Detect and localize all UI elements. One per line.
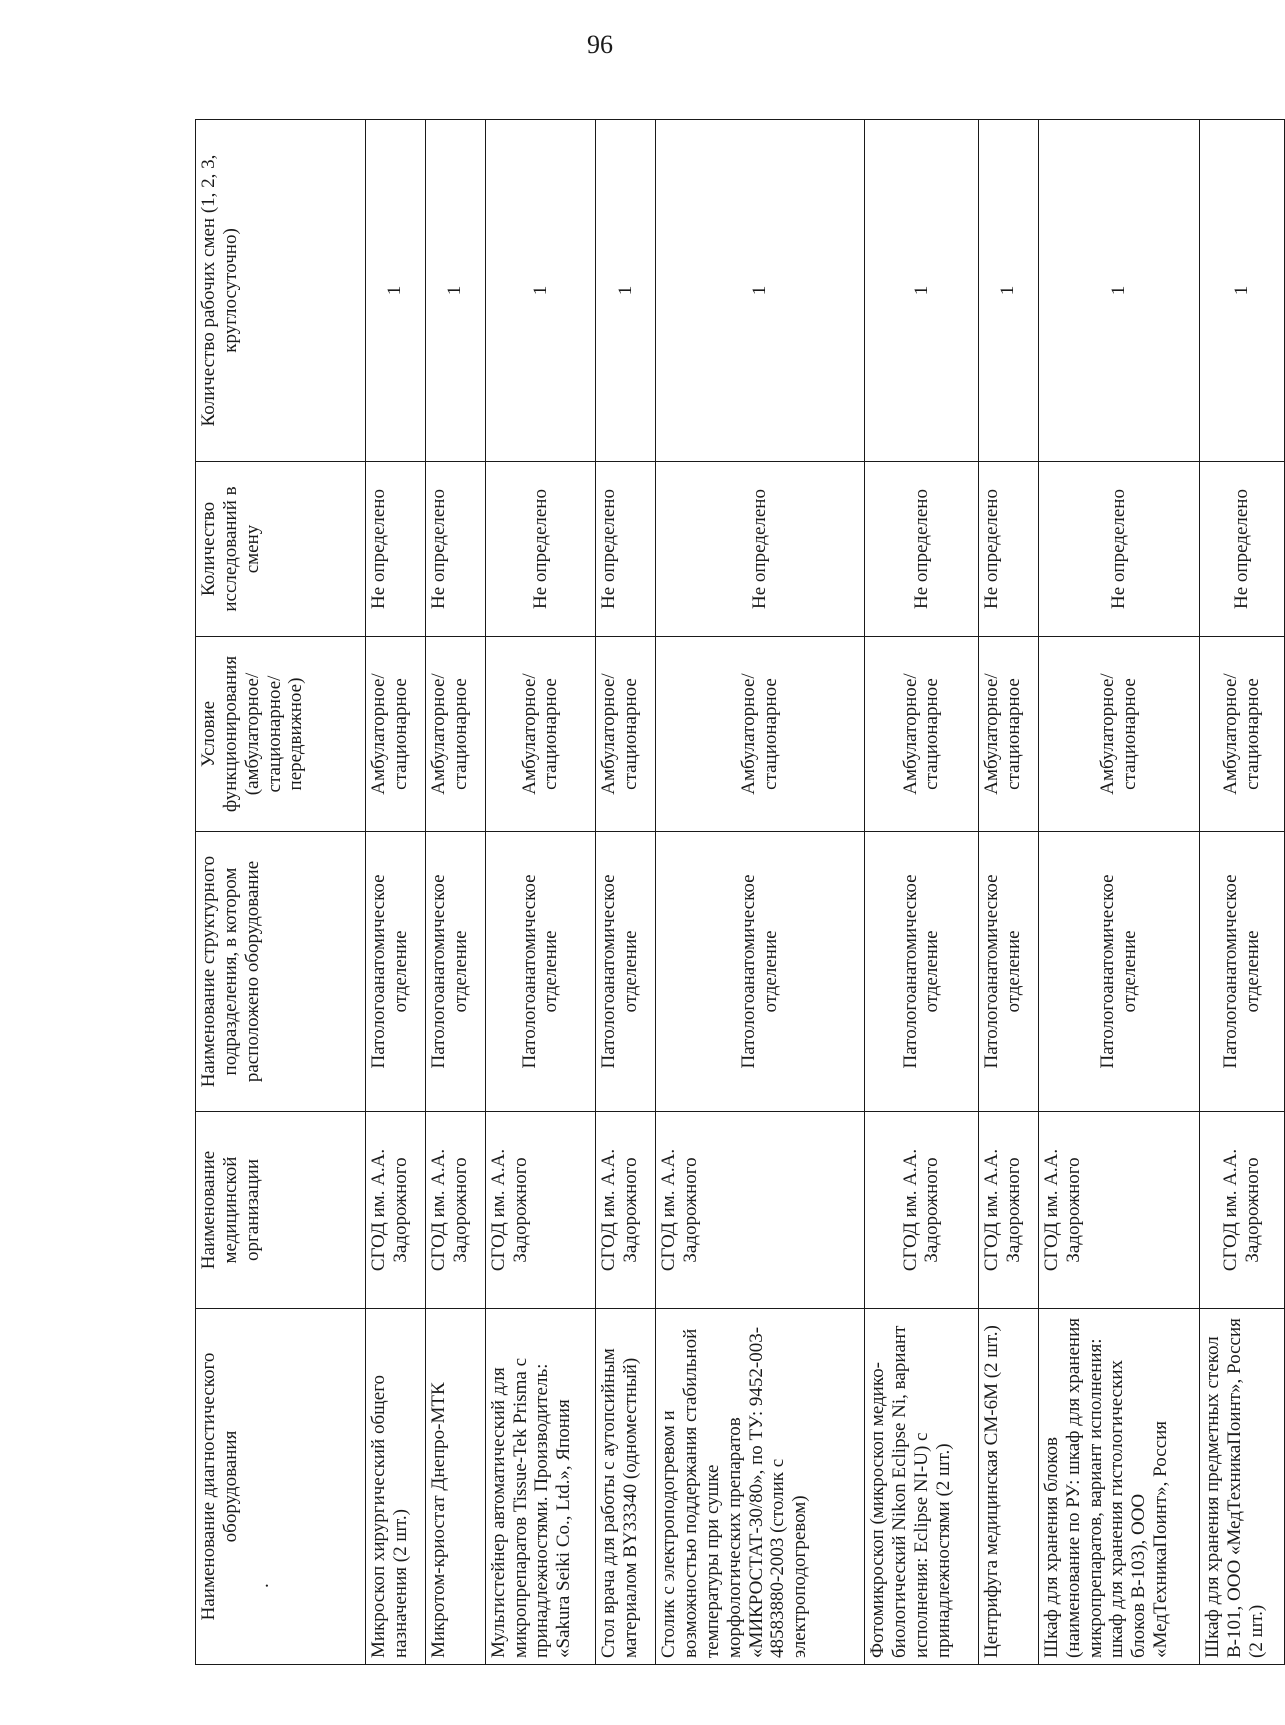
cell-condition: Амбулаторное/ стационарное [366, 637, 426, 832]
cell-organization: СГОД им. А.А. Задорожного [485, 1112, 596, 1309]
cell-condition: Амбулаторное/ стационарное [864, 637, 978, 832]
table-row [1200, 120, 1285, 1665]
cell-condition: Амбулаторное/ стационарное [1038, 637, 1199, 832]
rotated-table-container [195, 120, 1285, 1665]
cell-equipment: Мультистейнер автоматический для микропрепаратов Tissue-Tek Prisma с принадлежностями. Производитель: «Sakura Seiki Co., Ltd.», Япония [485, 1309, 596, 1665]
cell-equipment: Фотомикроскоп (микроскоп медико-биологический Nikon Eclipse Ni, вариант исполнения: Eclipse NI-U) с принадлежностями (2 шт.) [864, 1309, 978, 1665]
header-condition: Условие функционирования (амбулаторное/ стационарное/ передвижное) [196, 637, 366, 832]
cell-shifts: 1 [656, 120, 865, 462]
cell-organization: СГОД им. А.А. Задорожного [1038, 1112, 1199, 1309]
cell-organization: СГОД им. А.А. Задорожного [366, 1112, 426, 1309]
cell-department: Патологоанатомическое отделение [1038, 832, 1199, 1112]
page-number: 96 [587, 30, 613, 59]
cell-studies: Не определено [1038, 462, 1199, 637]
cell-shifts: 1 [485, 120, 596, 462]
header-equipment [196, 1309, 366, 1665]
header-department: Наименование структурного подразделения, в котором расположено оборудование [196, 832, 366, 1112]
cell-equipment: Столик с электроподогревом и возможностью поддержания стабильной температуры при сушке морфологических препаратов «МИКРОСТАТ-30/80», по ТУ: 9452-003-48583880-2003 (столик с электроподогревом) [656, 1309, 865, 1665]
cell-department: Патологоанатомическое отделение [366, 832, 426, 1112]
equipment-table [195, 119, 1285, 1665]
cell-department: Патологоанатомическое отделение [596, 832, 656, 1112]
cell-shifts: 1 [864, 120, 978, 462]
cell-department: Патологоанатомическое отделение [656, 832, 865, 1112]
cell-shifts: 1 [979, 120, 1039, 462]
cell-department: Патологоанатомическое отделение [485, 832, 596, 1112]
cell-equipment: Стол врача для работы с аутопсийным материалом BY33340 (одноместный) [596, 1309, 656, 1665]
cell-studies: Не определено [979, 462, 1039, 637]
cell-organization: СГОД им. А.А. Задорожного [425, 1112, 485, 1309]
cell-studies: Не определено [864, 462, 978, 637]
table-row [979, 120, 1039, 1665]
table-row [656, 120, 865, 1665]
cell-studies: Не определено [366, 462, 426, 637]
header-shifts: Количество рабочих смен (1, 2, 3, круглосуточно) [196, 120, 366, 462]
cell-condition: Амбулаторное/ стационарное [425, 637, 485, 832]
cell-equipment: Микроскоп хирургический общего назначения (2 шт.) [366, 1309, 426, 1665]
cell-equipment: Шкаф для хранения блоков (наименование по РУ: шкаф для хранения микропрепаратов, вариант исполнения: шкаф для хранения гистологических блоков B-103), ООО «МедТехникаПоинт», Россия [1038, 1309, 1199, 1665]
cell-condition: Амбулаторное/ стационарное [596, 637, 656, 832]
table-row [1038, 120, 1199, 1665]
cell-organization: СГОД им. А.А. Задорожного [596, 1112, 656, 1309]
cell-equipment: Шкаф для хранения предметных стекол B-101, ООО «МедТехникаПоинт», Россия (2 шт.) [1200, 1309, 1285, 1665]
cell-shifts: 1 [366, 120, 426, 462]
header-equipment-label: Наименование диагностического оборудования [198, 1352, 241, 1621]
header-studies: Количество исследований в смену [196, 462, 366, 637]
cell-shifts: 1 [425, 120, 485, 462]
cell-studies: Не определено [596, 462, 656, 637]
table-row [864, 120, 978, 1665]
cell-organization: СГОД им. А.А. Задорожного [979, 1112, 1039, 1309]
table-row [596, 120, 656, 1665]
cell-organization: СГОД им. А.А. Задорожного [1200, 1112, 1285, 1309]
cell-department: Патологоанатомическое отделение [864, 832, 978, 1112]
table-row [366, 120, 426, 1665]
table-row [485, 120, 596, 1665]
cell-condition: Амбулаторное/ стационарное [1200, 637, 1285, 832]
cell-shifts: 1 [1200, 120, 1285, 462]
cell-department: Патологоанатомическое отделение [979, 832, 1039, 1112]
header-dot: . [251, 1583, 273, 1588]
cell-studies: Не определено [485, 462, 596, 637]
cell-condition: Амбулаторное/ стационарное [979, 637, 1039, 832]
header-organization: Наименование медицинской организации [196, 1112, 366, 1309]
table-header-row [196, 120, 366, 1665]
table-row [425, 120, 485, 1665]
cell-shifts: 1 [596, 120, 656, 462]
cell-condition: Амбулаторное/ стационарное [485, 637, 596, 832]
cell-equipment: Центрифуга медицинская СМ-6М (2 шт.) [979, 1309, 1039, 1665]
cell-organization: СГОД им. А.А. Задорожного [864, 1112, 978, 1309]
cell-studies: Не определено [425, 462, 485, 637]
cell-department: Патологоанатомическое отделение [425, 832, 485, 1112]
cell-equipment: Микротом-криостат Днепро-МТК [425, 1309, 485, 1665]
cell-organization: СГОД им. А.А. Задорожного [656, 1112, 865, 1309]
cell-department: Патологоанатомическое отделение [1200, 832, 1285, 1112]
cell-shifts: 1 [1038, 120, 1199, 462]
cell-studies: Не определено [656, 462, 865, 637]
cell-condition: Амбулаторное/ стационарное [656, 637, 865, 832]
cell-studies: Не определено [1200, 462, 1285, 637]
